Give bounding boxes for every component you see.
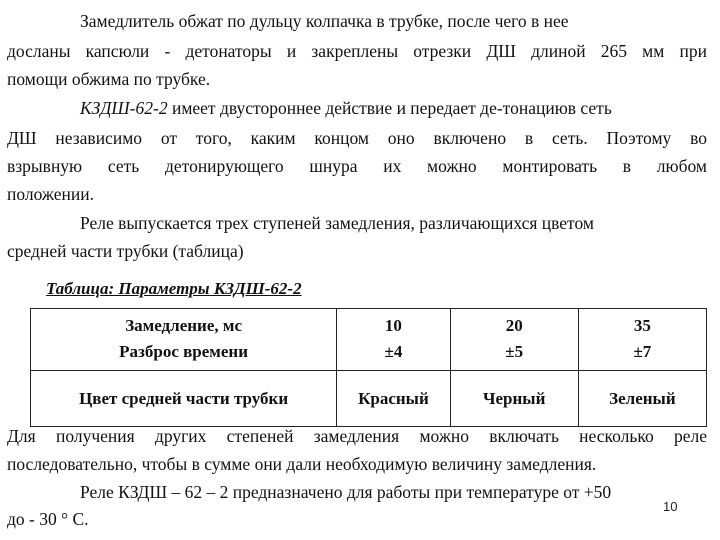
paragraph-4-line-1: Для получения других степеней замедления можно включать несколько реле	[7, 426, 707, 446]
table-row	[31, 309, 707, 343]
table-cell: ±4	[337, 342, 450, 371]
row-label: Цвет средней части трубки	[31, 371, 337, 427]
table-row	[31, 342, 707, 371]
table-cell: Черный	[450, 371, 578, 427]
paragraph-1-line-3: помощи обжима по трубке.	[7, 69, 211, 89]
paragraph-5-line-1: Реле КЗДШ – 62 – 2 предназначено для работы при температуре от +50	[80, 482, 612, 502]
paragraph-1-line-2: досланы капсюли - детонаторы и закреплены отрезки ДШ длиной 265 мм при	[7, 41, 707, 61]
table-cell: 20	[450, 309, 578, 343]
table-cell: 10	[337, 309, 450, 343]
device-name: КЗДШ-62-2	[80, 98, 168, 118]
paragraph-2-line-1	[80, 97, 707, 119]
row-label: Замедление, мс	[31, 309, 337, 343]
table-cell: ±5	[450, 342, 578, 371]
table-cell: ±7	[578, 342, 706, 371]
paragraph-2-line-3: взрывную сеть детонирующего шнура их можно монтировать в любом	[7, 156, 707, 176]
table-cell: Красный	[337, 371, 450, 427]
table-row	[31, 371, 707, 427]
paragraph-3-line-1: Реле выпускается трех ступеней замедления, различающихся цветом	[80, 213, 594, 233]
paragraph-2-line-1-rest: имеет двустороннее действие и передает де-тонациюв сеть	[167, 98, 612, 118]
paragraph-5-line-2: до - 30 ° С.	[7, 509, 89, 529]
page-number: 10	[663, 499, 678, 514]
row-label: Разброс времени	[31, 342, 337, 371]
table-cell: Зеленый	[578, 371, 706, 427]
paragraph-1-line-1: Замедлитель обжат по дульцу колпачка в трубке, после чего в нее	[80, 11, 569, 31]
paragraph-4-line-2: последовательно, чтобы в сумме они дали необходимую величину замедления.	[7, 454, 597, 474]
parameters-table	[30, 308, 707, 427]
paragraph-2-line-4: положении.	[7, 184, 95, 204]
paragraph-3-line-2: средней части трубки (таблица)	[7, 241, 244, 261]
table-cell: 35	[578, 309, 706, 343]
table-caption: Таблица: Параметры КЗДШ-62-2	[46, 279, 302, 298]
paragraph-2-line-2: ДШ независимо от того, каким концом оно включено в сеть. Поэтому во	[7, 128, 707, 148]
